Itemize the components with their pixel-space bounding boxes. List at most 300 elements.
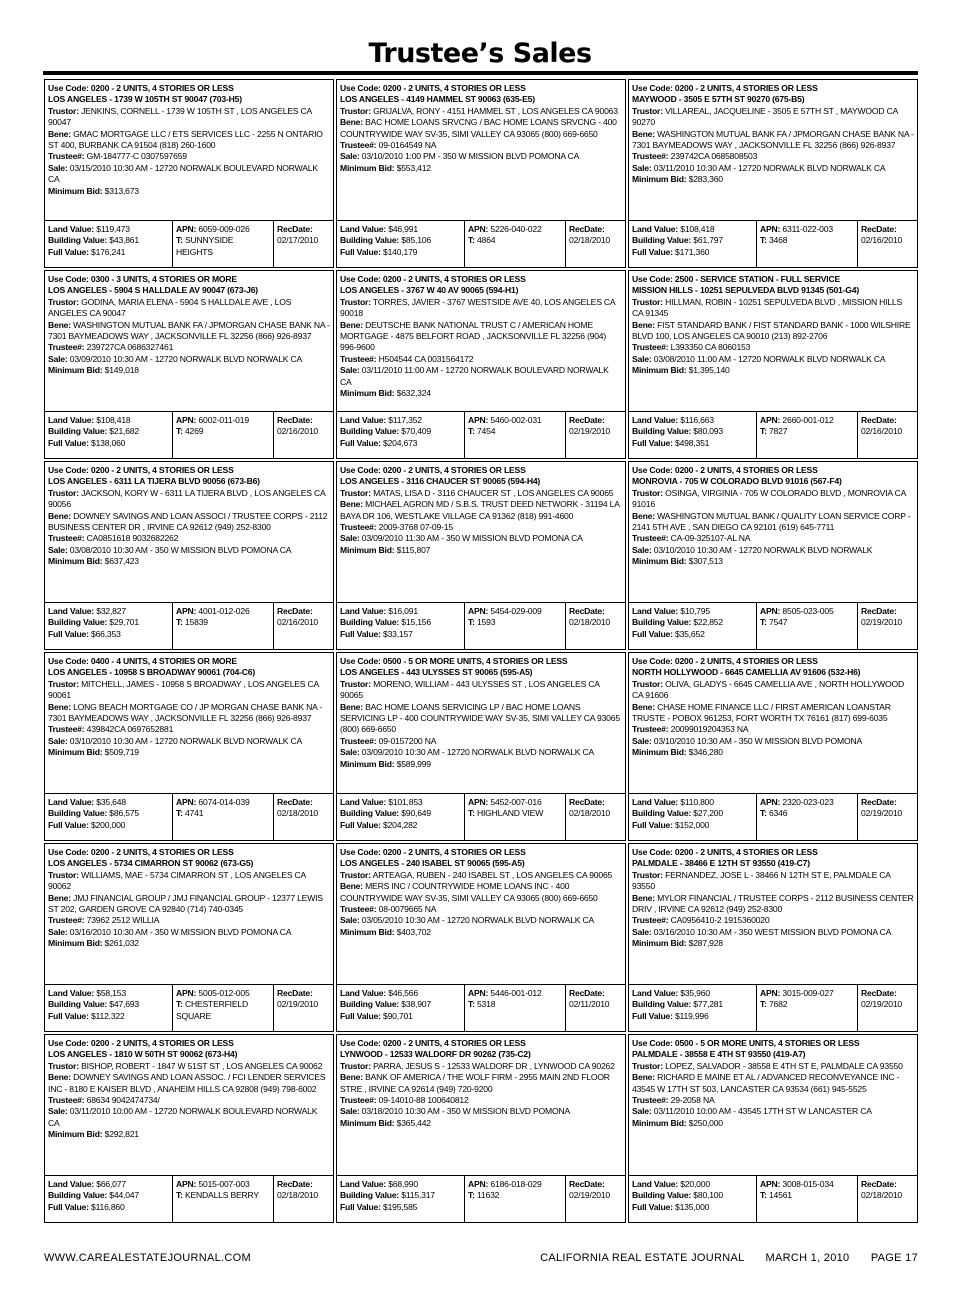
apn-value: 3008-015-034 bbox=[782, 1179, 834, 1189]
building-value-value: $21,682 bbox=[109, 426, 139, 437]
tract bbox=[176, 999, 270, 1022]
beneficiary-label: Bene: bbox=[632, 1072, 655, 1083]
beneficiary bbox=[340, 702, 622, 736]
land-value-value: $35,648 bbox=[96, 797, 126, 807]
sale-info-label: Sale: bbox=[48, 926, 68, 937]
land-value-value: $46,566 bbox=[388, 988, 418, 998]
trustee-number bbox=[632, 1095, 914, 1106]
land-value bbox=[340, 797, 461, 808]
land-value-label: Land Value: bbox=[632, 606, 679, 616]
values-column bbox=[45, 1176, 173, 1222]
recdate-value: 02/16/2010 bbox=[861, 426, 903, 437]
full-value bbox=[340, 1011, 461, 1022]
recdate-column bbox=[274, 985, 333, 1031]
recdate-value: 02/18/2010 bbox=[569, 617, 611, 628]
listing-card bbox=[628, 270, 918, 459]
property-location: MONROVIA - 705 W COLORADO BLVD 91016 (567-F4) bbox=[632, 476, 842, 487]
trustor-label: Trustor: bbox=[48, 487, 79, 498]
listing-card bbox=[628, 1034, 918, 1223]
full-value-label: Full Value: bbox=[632, 819, 673, 830]
trustor-label: Trustor: bbox=[632, 678, 663, 689]
land-value-value: $110,800 bbox=[680, 797, 714, 807]
apn-column bbox=[757, 221, 858, 267]
values-column bbox=[45, 603, 173, 649]
listing-values bbox=[629, 220, 917, 267]
apn-value: 5226-040-022 bbox=[490, 224, 542, 234]
minimum-bid bbox=[48, 938, 330, 949]
land-value-label: Land Value: bbox=[48, 224, 95, 234]
building-value-value: $47,693 bbox=[109, 999, 139, 1010]
minimum-bid-label: Minimum Bid: bbox=[340, 162, 395, 173]
land-value-value: $20,000 bbox=[680, 1179, 710, 1189]
sale-info-label: Sale: bbox=[632, 1106, 652, 1117]
apn-value: 6186-018-029 bbox=[490, 1179, 542, 1189]
full-value bbox=[632, 1202, 753, 1213]
listing-card bbox=[628, 843, 918, 1032]
land-value-label: Land Value: bbox=[340, 606, 387, 616]
full-value-value: $90,701 bbox=[382, 1010, 413, 1021]
land-value bbox=[48, 415, 169, 426]
land-value-value: $10,795 bbox=[680, 606, 710, 616]
recdate-column bbox=[566, 1176, 625, 1222]
minimum-bid bbox=[340, 545, 622, 556]
trustor-value: MATAS, LISA D - 3116 CHAUCER ST , LOS ANGELES CA 90065 bbox=[373, 487, 614, 498]
tract-label: T: bbox=[468, 808, 475, 819]
apn-column bbox=[173, 985, 274, 1031]
trustor-label: Trustor: bbox=[48, 678, 79, 689]
tract-value: 6346 bbox=[768, 808, 788, 819]
footer-website[interactable]: WWW.CAREALESTATEJOURNAL.COM bbox=[44, 1252, 251, 1264]
values-column bbox=[629, 985, 757, 1031]
tract-value: 14561 bbox=[768, 1190, 792, 1201]
building-value bbox=[340, 999, 461, 1010]
listing-card bbox=[628, 652, 918, 841]
values-column bbox=[45, 794, 173, 840]
minimum-bid-value: $292,821 bbox=[104, 1129, 139, 1140]
apn-column bbox=[173, 1176, 274, 1222]
beneficiary bbox=[48, 893, 330, 916]
tract-label: T: bbox=[468, 617, 475, 628]
sale-info bbox=[632, 927, 914, 938]
land-value-label: Land Value: bbox=[632, 224, 679, 234]
use-code: Use Code: 2500 - SERVICE STATION - FULL SERVICE bbox=[632, 274, 841, 284]
building-value-label: Building Value: bbox=[632, 999, 692, 1010]
apn-column bbox=[757, 794, 858, 840]
sale-info-value: 03/10/2010 10:30 AM - 350 W MISSION BLVD POMONA bbox=[653, 735, 862, 746]
full-value bbox=[632, 820, 753, 831]
trustee-number bbox=[340, 522, 622, 533]
apn-column bbox=[173, 221, 274, 267]
beneficiary-label: Bene: bbox=[340, 881, 363, 892]
beneficiary-label: Bene: bbox=[632, 701, 655, 712]
beneficiary bbox=[632, 702, 914, 725]
recdate-value: 02/11/2010 bbox=[569, 999, 610, 1010]
listing-card bbox=[336, 652, 626, 841]
recdate-value: 02/19/2010 bbox=[569, 1190, 611, 1201]
building-value bbox=[632, 999, 753, 1010]
tract-value: 7682 bbox=[768, 999, 788, 1010]
sale-info-label: Sale: bbox=[632, 544, 652, 555]
trustor-value: JENKINS, CORNELL - 1739 W 105TH ST , LOS ANGELES CA 90047 bbox=[48, 105, 312, 128]
sale-info-label: Sale: bbox=[48, 544, 68, 555]
minimum-bid bbox=[632, 174, 914, 185]
full-value bbox=[340, 1202, 461, 1213]
tract-label: T: bbox=[760, 1190, 767, 1201]
listing-details bbox=[48, 465, 330, 601]
sale-info-value: 03/16/2010 10:30 AM - 350 WEST MISSION BLVD POMONA CA bbox=[653, 926, 892, 937]
trustee-number bbox=[48, 151, 330, 162]
beneficiary bbox=[48, 1072, 330, 1095]
listing-details bbox=[48, 847, 330, 983]
use-code: Use Code: 0200 - 2 UNITS, 4 STORIES OR LESS bbox=[48, 1038, 234, 1048]
beneficiary-value: WASHINGTON MUTUAL BANK FA / JPMORGAN CHASE BANK NA - 7301 BAYMEADOWS WAY , JACKSONVILLE FL 32256 (866) 926-8937 bbox=[632, 128, 914, 151]
property-location: NORTH HOLLYWOOD - 6645 CAMELLIA AV 91606 (532-H6) bbox=[632, 667, 861, 678]
sale-info-label: Sale: bbox=[340, 915, 360, 926]
sale-info-label: Sale: bbox=[632, 353, 652, 364]
trustee-number-value: 20099019204353 NA bbox=[670, 724, 749, 735]
trustee-number-label: Trustee#: bbox=[340, 522, 377, 533]
land-value-label: Land Value: bbox=[48, 606, 95, 616]
footer-date: MARCH 1, 2010 bbox=[765, 1252, 850, 1264]
trustor-value: HILLMAN, ROBIN - 10251 SEPULVEDA BLVD , MISSION HILLS CA 91345 bbox=[632, 296, 903, 319]
land-value bbox=[48, 224, 169, 235]
building-value-label: Building Value: bbox=[340, 999, 400, 1010]
tract bbox=[468, 426, 562, 437]
trustee-number-label: Trustee#: bbox=[48, 342, 85, 353]
values-column bbox=[337, 221, 465, 267]
apn bbox=[176, 797, 270, 808]
trustee-number bbox=[632, 342, 914, 353]
trustee-number bbox=[632, 151, 914, 162]
beneficiary-value: WASHINGTON MUTUAL BANK FA / JPMORGAN CHASE BANK NA - 7301 BAYMEADOWS WAY , JACKSONVILLE FL 32256 (866) 926-8937 bbox=[48, 319, 330, 342]
listing-details bbox=[632, 847, 914, 983]
tract-label: T: bbox=[760, 617, 767, 628]
building-value bbox=[340, 426, 461, 437]
property-location: LOS ANGELES - 443 ULYSSES ST 90065 (595-A5) bbox=[340, 667, 533, 678]
building-value-value: $80,093 bbox=[693, 426, 723, 437]
trustee-number-label: Trustee#: bbox=[48, 915, 85, 926]
trustor-value: MORENO, WILLIAM - 443 ULYSSES ST , LOS ANGELES CA 90065 bbox=[340, 678, 600, 701]
trustor-label: Trustor: bbox=[632, 869, 663, 880]
page-title: Trustee’s Sales bbox=[368, 38, 592, 69]
apn-label: APN: bbox=[468, 224, 489, 234]
full-value-value: $204,282 bbox=[382, 819, 418, 830]
recdate-value: 02/16/2010 bbox=[861, 235, 903, 246]
full-value-value: $498,351 bbox=[674, 437, 710, 448]
footer-publication: CALIFORNIA REAL ESTATE JOURNAL bbox=[540, 1252, 745, 1264]
trustee-number bbox=[632, 533, 914, 544]
sale-info bbox=[340, 365, 622, 388]
minimum-bid-value: $261,032 bbox=[104, 938, 139, 949]
beneficiary-label: Bene: bbox=[48, 510, 71, 521]
beneficiary-value: MERS INC / COUNTRYWIDE HOME LOANS INC - 400 COUNTRYWIDE WAY SV-35, SIMI VALLEY CA 93065 (800) 669-6650 bbox=[340, 881, 598, 903]
trustee-number-label: Trustee#: bbox=[632, 151, 669, 162]
tract bbox=[760, 808, 854, 819]
apn-label: APN: bbox=[468, 797, 489, 807]
sale-info bbox=[340, 747, 622, 758]
property-location: PALMDALE - 38466 E 12TH ST 93550 (419-C7) bbox=[632, 858, 810, 869]
listing-card bbox=[336, 270, 626, 459]
trustor-value: VILLAREAL, JACQUELINE - 3505 E 57TH ST , MAYWOOD CA 90270 bbox=[632, 105, 898, 128]
listing-card bbox=[628, 461, 918, 650]
building-value-value: $38,907 bbox=[401, 999, 431, 1010]
listing-values bbox=[337, 602, 625, 649]
land-value-value: $117,352 bbox=[388, 415, 422, 425]
trustee-number-value: 73962 2512 WILLIA bbox=[86, 915, 160, 926]
building-value bbox=[48, 999, 169, 1010]
recdate-value: 02/18/2010 bbox=[569, 808, 611, 819]
minimum-bid-value: $149,018 bbox=[104, 365, 139, 376]
building-value-value: $85,106 bbox=[401, 235, 431, 246]
minimum-bid-label: Minimum Bid: bbox=[48, 747, 103, 758]
beneficiary-value: DEUTSCHE BANK NATIONAL TRUST C / AMERICAN HOME MORTGAGE - 4875 BELFORT ROAD , JACKSONVILLE FL 32256 (904) 996-9600 bbox=[340, 319, 607, 353]
listing-values bbox=[45, 984, 333, 1031]
use-code: Use Code: 0200 - 2 UNITS, 4 STORIES OR LESS bbox=[340, 465, 526, 475]
building-value-label: Building Value: bbox=[48, 617, 108, 628]
full-value bbox=[632, 247, 753, 258]
tract-value: KENDALLS BERRY bbox=[184, 1190, 259, 1201]
building-value-label: Building Value: bbox=[48, 1190, 108, 1201]
trustor-label: Trustor: bbox=[340, 869, 371, 880]
full-value-value: $140,179 bbox=[382, 246, 418, 257]
minimum-bid bbox=[48, 556, 330, 567]
building-value-label: Building Value: bbox=[632, 235, 692, 246]
building-value bbox=[340, 617, 461, 628]
land-value-label: Land Value: bbox=[340, 1179, 387, 1189]
apn-value: 5005-012-005 bbox=[198, 988, 250, 998]
building-value bbox=[632, 617, 753, 628]
listing-values bbox=[337, 1175, 625, 1222]
minimum-bid-label: Minimum Bid: bbox=[632, 1117, 687, 1128]
property-location: LOS ANGELES - 5734 CIMARRON ST 90062 (673-G5) bbox=[48, 858, 254, 869]
trustor-value: WILLIAMS, MAE - 5734 CIMARRON ST , LOS ANGELES CA 90062 bbox=[48, 869, 306, 892]
land-value-value: $108,418 bbox=[96, 415, 131, 425]
listing-card bbox=[44, 652, 334, 841]
listings-grid bbox=[44, 79, 918, 1223]
tract bbox=[468, 999, 562, 1010]
full-value bbox=[340, 629, 461, 640]
full-value-label: Full Value: bbox=[632, 1201, 673, 1212]
beneficiary-label: Bene: bbox=[48, 319, 71, 330]
building-value-label: Building Value: bbox=[48, 999, 108, 1010]
listing-values bbox=[337, 220, 625, 267]
trustee-number-value: CA0956410-2 1915360020 bbox=[670, 915, 770, 926]
land-value bbox=[340, 415, 461, 426]
full-value-label: Full Value: bbox=[632, 1010, 673, 1021]
sale-info-label: Sale: bbox=[48, 162, 68, 173]
tract-label: T: bbox=[176, 235, 183, 246]
tract-value: 15839 bbox=[184, 617, 208, 628]
values-column bbox=[337, 603, 465, 649]
minimum-bid-label: Minimum Bid: bbox=[340, 544, 395, 555]
tract-label: T: bbox=[176, 1190, 183, 1201]
beneficiary bbox=[632, 511, 914, 534]
property-location: LOS ANGELES - 3767 W 40 AV 90065 (594-H1) bbox=[340, 285, 519, 296]
trustor-label: Trustor: bbox=[340, 105, 371, 116]
trustee-number-label: Trustee#: bbox=[340, 353, 377, 364]
minimum-bid-label: Minimum Bid: bbox=[632, 365, 687, 376]
apn bbox=[760, 988, 854, 999]
land-value bbox=[340, 1179, 461, 1190]
use-code: Use Code: 0200 - 2 UNITS, 4 STORIES OR LESS bbox=[48, 83, 234, 93]
apn-label: APN: bbox=[760, 1179, 781, 1189]
sale-info-value: 03/18/2010 10:30 AM - 350 W MISSION BLVD POMONA bbox=[361, 1106, 570, 1117]
land-value bbox=[48, 988, 169, 999]
minimum-bid-label: Minimum Bid: bbox=[48, 365, 103, 376]
tract-label: T: bbox=[468, 1190, 475, 1201]
minimum-bid-value: $250,000 bbox=[688, 1117, 723, 1128]
minimum-bid-value: $637,423 bbox=[104, 556, 139, 567]
beneficiary-value: WASHINGTON MUTUAL BANK / QUALITY LOAN SERVICE CORP - 2141 5TH AVE , SAN DIEGO CA 92101 (619) 645-7711 bbox=[632, 510, 911, 533]
tract-label: T: bbox=[760, 235, 767, 246]
recdate-column bbox=[858, 603, 917, 649]
trustee-number bbox=[48, 915, 330, 926]
beneficiary-value: LONG BEACH MORTGAGE CO / JP MORGAN CHASE BANK NA - 7301 BAYMEADOWS WAY , JACKSONVILLE FL 32256 (866) 926-8937 bbox=[48, 701, 323, 724]
beneficiary-label: Bene: bbox=[48, 701, 71, 712]
minimum-bid-value: $283,360 bbox=[688, 174, 723, 185]
trustor bbox=[340, 1061, 622, 1072]
apn bbox=[176, 606, 270, 617]
minimum-bid-value: $553,412 bbox=[396, 162, 431, 173]
tract bbox=[176, 1190, 270, 1201]
listing-values bbox=[629, 411, 917, 458]
listing-details bbox=[340, 847, 622, 983]
listing-values bbox=[337, 411, 625, 458]
sale-info-value: 03/16/2010 10:30 AM - 350 W MISSION BLVD POMONA CA bbox=[69, 926, 292, 937]
trustor bbox=[632, 297, 914, 320]
tract bbox=[760, 426, 854, 437]
recdate-value: 02/18/2010 bbox=[569, 235, 611, 246]
beneficiary bbox=[48, 320, 330, 343]
full-value-label: Full Value: bbox=[48, 1010, 89, 1021]
sale-info bbox=[340, 915, 622, 926]
apn-column bbox=[465, 985, 566, 1031]
use-code: Use Code: 0200 - 2 UNITS, 4 STORIES OR LESS bbox=[48, 847, 234, 857]
full-value-value: $176,241 bbox=[90, 246, 126, 257]
beneficiary-value: BAC HOME LOANS SRVCNG / BAC HOME LOANS SRVCNG - 400 COUNTRYWIDE WAY SV-35, SIMI VALLEY CA 93065 (800) 669-6650 bbox=[340, 117, 617, 139]
sale-info-label: Sale: bbox=[340, 533, 360, 544]
beneficiary-value: MICHAEL AGRON MD / S.B.S. TRUST DEED NETWORK - 31194 LA BAYA DR 106, WESTLAKE VILLAGE CA 91362 (818) 991-4600 bbox=[340, 499, 620, 521]
full-value-value: $35,652 bbox=[674, 628, 705, 639]
sale-info bbox=[48, 927, 330, 938]
land-value bbox=[340, 224, 461, 235]
recdate-label: RecDate: bbox=[569, 1179, 605, 1189]
values-column bbox=[629, 412, 757, 458]
listing-values bbox=[45, 602, 333, 649]
tract bbox=[760, 999, 854, 1010]
full-value-label: Full Value: bbox=[340, 437, 381, 448]
apn-column bbox=[757, 1176, 858, 1222]
apn bbox=[468, 797, 562, 808]
listing-values bbox=[45, 411, 333, 458]
listing-details bbox=[340, 656, 622, 792]
land-value-value: $16,091 bbox=[388, 606, 418, 616]
tract-value: 3468 bbox=[768, 235, 788, 246]
full-value-value: $204,673 bbox=[382, 437, 418, 448]
apn-label: APN: bbox=[468, 415, 489, 425]
sale-info-value: 03/10/2010 10:30 AM - 12720 NORWALK BLVD NORWALK bbox=[653, 544, 873, 555]
beneficiary bbox=[632, 320, 914, 343]
full-value-label: Full Value: bbox=[340, 819, 381, 830]
property-location: LOS ANGELES - 240 ISABEL ST 90065 (595-A5) bbox=[340, 858, 525, 869]
beneficiary-label: Bene: bbox=[48, 1072, 71, 1083]
tract-value: 5318 bbox=[476, 999, 496, 1010]
property-location: LOS ANGELES - 6311 LA TIJERA BLVD 90056 (673-B6) bbox=[48, 476, 260, 487]
land-value-label: Land Value: bbox=[340, 988, 387, 998]
listing-details bbox=[632, 83, 914, 219]
apn-value: 6002-011-019 bbox=[198, 415, 249, 425]
beneficiary bbox=[632, 1072, 914, 1095]
trustee-number-value: 09-0164549 NA bbox=[378, 140, 437, 151]
sale-info-value: 03/09/2010 10:30 AM - 12720 NORWALK BLVD NORWALK CA bbox=[361, 747, 595, 758]
apn bbox=[760, 415, 854, 426]
building-value bbox=[632, 426, 753, 437]
sale-info-value: 03/10/2010 10:30 AM - 12720 NORWALK BLVD NORWALK CA bbox=[69, 735, 303, 746]
beneficiary bbox=[340, 499, 622, 522]
trustee-number bbox=[48, 533, 330, 544]
beneficiary bbox=[48, 511, 330, 534]
listing-values bbox=[629, 602, 917, 649]
full-value bbox=[340, 820, 461, 831]
recdate-label: RecDate: bbox=[569, 988, 605, 998]
trustor bbox=[48, 297, 330, 320]
trustor bbox=[48, 870, 330, 893]
beneficiary-value: FIST STANDARD BANK / FIST STANDARD BANK - 1000 WILSHIRE BLVD 100, LOS ANGELES CA 90010 (213) 892-2706 bbox=[632, 319, 911, 342]
trustor-value: TORRES, JAVIER - 3767 WESTSIDE AVE 40, LOS ANGELES CA 90018 bbox=[340, 296, 615, 319]
trustee-number-label: Trustee#: bbox=[340, 735, 377, 746]
listing-values bbox=[337, 793, 625, 840]
land-value-value: $119,473 bbox=[96, 224, 130, 234]
trustee-number-value: CA-09-325107-AL NA bbox=[670, 533, 751, 544]
building-value-label: Building Value: bbox=[632, 426, 692, 437]
property-location: LOS ANGELES - 3116 CHAUCER ST 90065 (594-H4) bbox=[340, 476, 541, 487]
land-value-value: $66,077 bbox=[96, 1179, 126, 1189]
listing-values bbox=[629, 793, 917, 840]
trustee-number-value: CA0851618 9032682262 bbox=[86, 533, 179, 544]
tract bbox=[468, 235, 562, 246]
trustee-number-label: Trustee#: bbox=[632, 533, 669, 544]
recdate-value: 02/19/2010 bbox=[569, 426, 611, 437]
trustee-number-label: Trustee#: bbox=[48, 724, 85, 735]
beneficiary-value: BAC HOME LOANS SERVICING LP / BAC HOME LOANS SERVICING LP - 400 COUNTRYWIDE WAY SV-35, SIMI VALLEY CA 93065 (800) 669-6650 bbox=[340, 701, 620, 735]
full-value-label: Full Value: bbox=[340, 628, 381, 639]
full-value bbox=[48, 1011, 169, 1022]
trustor-value: LOPEZ, SALVADOR - 38558 E 4TH ST E, PALMDALE CA 93550 bbox=[665, 1060, 903, 1071]
apn-column bbox=[173, 603, 274, 649]
beneficiary-label: Bene: bbox=[632, 510, 655, 521]
tract bbox=[760, 617, 854, 628]
beneficiary-label: Bene: bbox=[340, 701, 363, 712]
trustee-number-label: Trustee#: bbox=[340, 140, 377, 151]
tract bbox=[760, 1190, 854, 1201]
trustee-number bbox=[340, 904, 622, 915]
minimum-bid-value: $346,280 bbox=[688, 747, 723, 758]
trustee-number-label: Trustee#: bbox=[632, 915, 669, 926]
trustee-number-label: Trustee#: bbox=[340, 1095, 377, 1106]
building-value-value: $43,861 bbox=[109, 235, 139, 246]
apn-column bbox=[465, 794, 566, 840]
use-code: Use Code: 0200 - 2 UNITS, 4 STORIES OR LESS bbox=[632, 83, 818, 93]
full-value-value: $135,000 bbox=[674, 1201, 710, 1212]
building-value-value: $86,575 bbox=[109, 808, 139, 819]
full-value bbox=[632, 438, 753, 449]
sale-info bbox=[48, 545, 330, 556]
land-value bbox=[632, 797, 753, 808]
full-value-value: $138,060 bbox=[90, 437, 126, 448]
values-column bbox=[337, 412, 465, 458]
full-value-label: Full Value: bbox=[632, 628, 673, 639]
beneficiary-value: DOWNEY SAVINGS AND LOAN ASSOC. / FCI LENDER SERVICES INC - 8180 E KAISER BLVD , ANAHEIM HILLS CA 92808 (949) 798-6002 bbox=[48, 1072, 326, 1094]
